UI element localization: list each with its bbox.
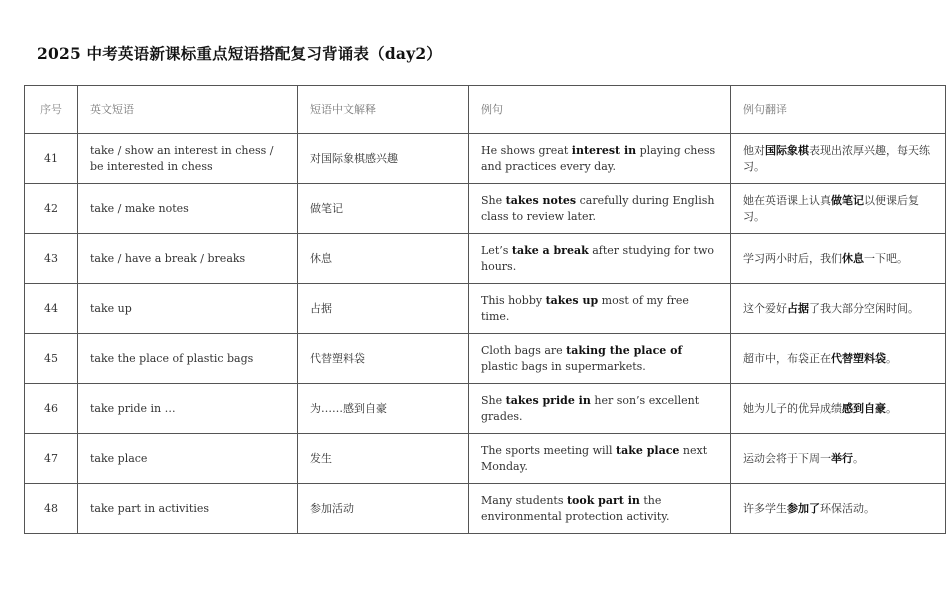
- cell-meaning: 代替塑料袋: [298, 334, 469, 384]
- page-title: 2025 中考英语新课标重点短语搭配复习背诵表（day2）: [37, 44, 443, 63]
- cell-example: [469, 134, 731, 184]
- translation-text: 运动会将于下周一: [743, 451, 831, 465]
- example-text: most of my free time.: [481, 293, 689, 323]
- header-meaning: 短语中文解释: [298, 86, 469, 134]
- cell-meaning: 做笔记: [298, 184, 469, 234]
- cell-phrase: take part in activities: [78, 484, 298, 534]
- table-row: [25, 484, 946, 534]
- example-text: after studying for two hours.: [481, 243, 714, 273]
- example-key-phrase: take a break: [511, 243, 589, 257]
- translation-key-phrase: 做笔记: [831, 193, 864, 207]
- table-row: [25, 434, 946, 484]
- translation-text: 她在英语课上认真: [743, 193, 831, 207]
- example-text: next Monday.: [481, 443, 708, 473]
- translation-text: 这个爱好: [743, 301, 787, 315]
- table-body: [25, 134, 946, 534]
- translation-key-phrase: 代替塑料袋: [831, 351, 886, 365]
- cell-num: 46: [25, 384, 78, 434]
- translation-text: 表现出浓厚兴趣，每天练习。: [743, 143, 930, 173]
- cell-phrase: take place: [78, 434, 298, 484]
- cell-meaning: 占据: [298, 284, 469, 334]
- cell-translation: [731, 184, 946, 234]
- cell-translation: [731, 334, 946, 384]
- translation-text: 。: [886, 401, 897, 415]
- cell-translation: [731, 134, 946, 184]
- translation-key-phrase: 休息: [842, 251, 864, 265]
- example-text: She: [481, 393, 506, 407]
- header-num: 序号: [25, 86, 78, 134]
- translation-key-phrase: 参加了: [787, 501, 820, 515]
- cell-phrase: take up: [78, 284, 298, 334]
- example-text: He shows great: [481, 143, 572, 157]
- example-key-phrase: took part in: [566, 493, 640, 507]
- cell-meaning: 休息: [298, 234, 469, 284]
- translation-text: 环保活动。: [820, 501, 875, 515]
- example-text: playing chess and practices every day.: [481, 143, 716, 173]
- cell-num: 48: [25, 484, 78, 534]
- cell-meaning: 为……感到自豪: [298, 384, 469, 434]
- translation-text: 。: [886, 351, 897, 365]
- example-text: The sports meeting will: [481, 443, 617, 457]
- cell-phrase: take / have a break / breaks: [78, 234, 298, 284]
- cell-meaning: 对国际象棋感兴趣: [298, 134, 469, 184]
- example-key-phrase: takes up: [545, 293, 599, 307]
- header-example: 例句: [469, 86, 731, 134]
- cell-example: [469, 434, 731, 484]
- cell-num: 47: [25, 434, 78, 484]
- example-text: Cloth bags are: [481, 343, 567, 357]
- table-row: [25, 384, 946, 434]
- cell-num: 43: [25, 234, 78, 284]
- translation-text: 超市中，布袋正在: [743, 351, 831, 365]
- example-key-phrase: taking the place of: [566, 343, 683, 357]
- cell-phrase: take pride in …: [78, 384, 298, 434]
- example-text: the environmental protection activity.: [481, 493, 670, 523]
- translation-key-phrase: 感到自豪: [842, 401, 886, 415]
- table-header-row: [25, 86, 946, 134]
- cell-example: [469, 184, 731, 234]
- header-translation: 例句翻译: [731, 86, 946, 134]
- cell-meaning: 发生: [298, 434, 469, 484]
- example-key-phrase: interest in: [571, 143, 637, 157]
- cell-num: 41: [25, 134, 78, 184]
- example-text: carefully during English class to review later.: [481, 193, 715, 223]
- example-text: Let’s: [481, 243, 512, 257]
- cell-example: [469, 284, 731, 334]
- table-row: [25, 234, 946, 284]
- cell-num: 42: [25, 184, 78, 234]
- cell-translation: [731, 234, 946, 284]
- cell-translation: [731, 434, 946, 484]
- translation-text: 以便课后复习。: [743, 193, 919, 223]
- example-text: She: [481, 193, 506, 207]
- cell-translation: [731, 284, 946, 334]
- translation-key-phrase: 占据: [787, 301, 809, 315]
- example-key-phrase: take place: [616, 443, 680, 457]
- cell-phrase: take the place of plastic bags: [78, 334, 298, 384]
- cell-num: 45: [25, 334, 78, 384]
- translation-text: 了我大部分空闲时间。: [809, 301, 919, 315]
- example-text: plastic bags in supermarkets.: [481, 359, 646, 373]
- phrase-table: [24, 85, 946, 534]
- example-key-phrase: takes pride in: [505, 393, 591, 407]
- table-row: [25, 284, 946, 334]
- cell-translation: [731, 384, 946, 434]
- header-phrase: 英文短语: [78, 86, 298, 134]
- cell-example: [469, 384, 731, 434]
- translation-text: 许多学生: [743, 501, 787, 515]
- translation-text: 他对: [743, 143, 765, 157]
- cell-num: 44: [25, 284, 78, 334]
- translation-text: 她为儿子的优异成绩: [743, 401, 842, 415]
- translation-key-phrase: 举行: [831, 451, 853, 465]
- cell-phrase: take / make notes: [78, 184, 298, 234]
- example-key-phrase: takes notes: [505, 193, 577, 207]
- cell-translation: [731, 484, 946, 534]
- cell-example: [469, 484, 731, 534]
- example-text: Many students: [481, 493, 567, 507]
- cell-phrase: take / show an interest in chess / be interested in chess: [78, 134, 298, 184]
- example-text: This hobby: [481, 293, 546, 307]
- translation-text: 。: [853, 451, 864, 465]
- cell-example: [469, 234, 731, 284]
- table-row: [25, 184, 946, 234]
- translation-text: 学习两小时后，我们: [743, 251, 842, 265]
- example-text: her son’s excellent grades.: [481, 393, 700, 423]
- cell-meaning: 参加活动: [298, 484, 469, 534]
- translation-text: 一下吧。: [864, 251, 908, 265]
- table-row: [25, 134, 946, 184]
- translation-key-phrase: 国际象棋: [765, 143, 809, 157]
- cell-example: [469, 334, 731, 384]
- table-row: [25, 334, 946, 384]
